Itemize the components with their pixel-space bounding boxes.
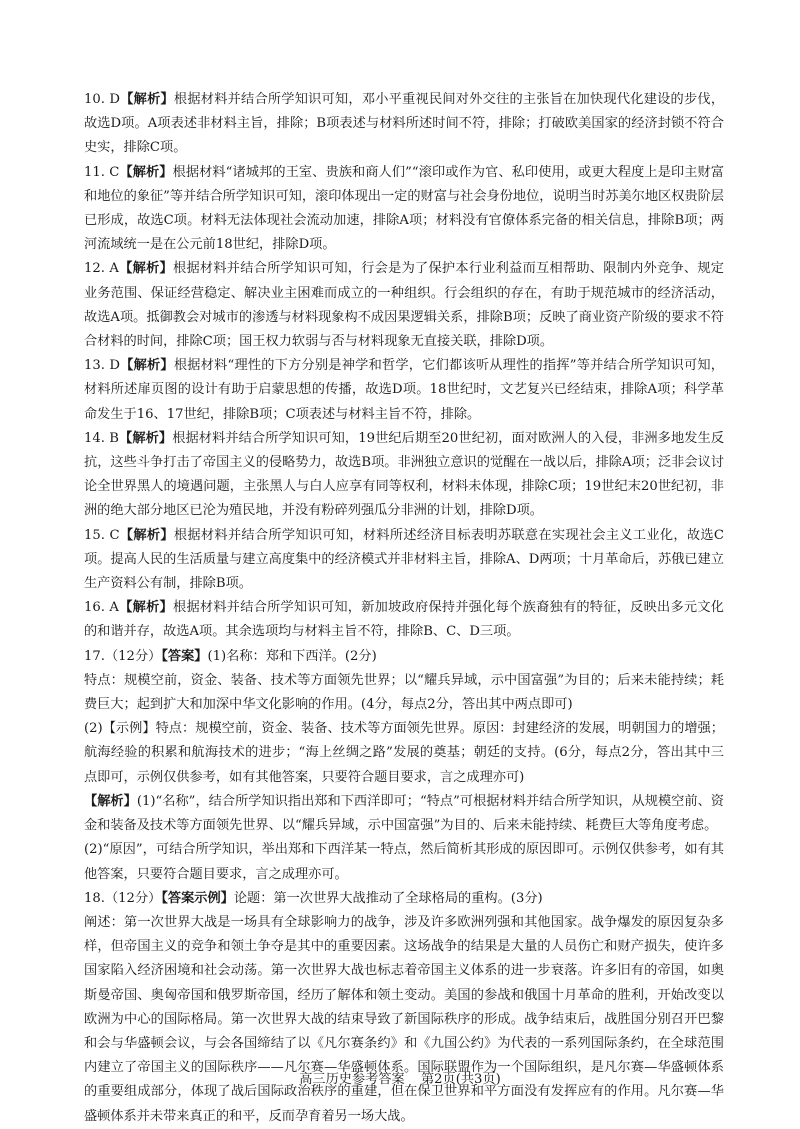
question-number: 15. C [84,527,120,543]
answer-18-thesis: 论题：第一次世界大战推动了全球格局的重构。(3分) [233,890,543,906]
answer-12 [84,257,724,354]
analysis-tag: 【解析】 [119,164,173,180]
answer-17-analysis-2: (2)“原因”，可结合所学知识，举出郑和下西洋某一特点，然后简析其形成的原因即可。示例仅供参考，如有其他答案，只要符合题目要求，言之成理亦可。 [84,842,724,882]
analysis-text: 根据材料并结合所学知识可知，行会是为了保护本行业利益而互相帮助、限制内外竞争、规定业务范围、保证经营稳定、解决业主困难而成立的一种组织。行会组织的存在，有助于规范城市的经济活动，故选A项。抵御教会对城市的渗透与材料现象构不成因果逻辑关系，排除B项；反映了商业资产阶级的要求不符合材料的时间，排除C项；国王权力软弱与否与材料现象无直接关联，排除D项。 [84,261,724,350]
question-number: 14. B [84,430,119,446]
answer-11 [84,161,724,258]
analysis-tag: 【解析】 [119,358,174,374]
analysis-tag: 【解析】 [119,527,174,543]
answer-tag: 【答案示例】 [161,890,234,906]
analysis-text: 根据材料并结合所学知识可知，新加坡政府保持并强化每个族裔独有的特征，反映出多元文化的和谐并存，故选A项。其余选项均与材料主旨不符，排除B、C、D三项。 [84,600,724,640]
question-number: 10. D [84,92,120,107]
analysis-text: 根据材料并结合所学知识可知，19世纪后期至20世纪初，面对欧洲人的入侵，非洲多地发生反抗，这些斗争打击了帝国主义的侵略势力，故选B项。非洲独立意识的觉醒在一战以后，排除A项；泛非会议讨论全世界黑人的境遇问题，主张黑人与白人应享有同等权利，材料未体现，排除C项；19世纪末20世纪初，非洲的绝大部分地区已沦为殖民地，并没有粉碎列强瓜分非洲的计划，排除D项。 [84,430,725,519]
analysis-text: 根据材料“诸城邦的王室、贵族和商人们”“滚印或作为官、私印使用，或更大程度上是印主财富和地位的象征”等并结合所学知识可知，滚印体现出一定的财富与社会身份地位，说明当时苏美尔地区权贵阶层已形成，故选C项。材料无法体现社会流动加速，排除A项；材料没有官僚体系完备的相关信息，排除B项；两河流域统一是在公元前18世纪，排除D项。 [84,164,724,253]
analysis-tag: 【解析】 [119,92,174,107]
page-footer [0,1068,800,1087]
analysis-tag: 【解析】 [84,793,137,809]
question-number: 17.（12分） [84,648,162,664]
question-number: 12. A [84,261,119,277]
answer-18-essay: 阐述：第一次世界大战是一场具有全球影响力的战争，涉及许多欧洲列强和其他国家。战争爆发的原因复杂多样，但帝国主义的竞争和领土争夺是其中的重要因素。这场战争的结果是大量的人员伤亡和财产损失，使许多国家陷入经济困境和社会动荡。第一次世界大战也标志着帝国主义体系的进一步衰落。许多旧有的帝国，如奥斯曼帝国、奥匈帝国和俄罗斯帝国，经历了解体和领土变动。美国的参战和俄国十月革命的胜利，开始改变以欧洲为中心的国际格局。第一次世界大战的结束导致了新国际秩序的形成。战争结束后，战胜国分别召开巴黎和会与华盛顿会议，与会各国缔结了以《凡尔赛条约》和《九国公约》为代表的一系列国际条约，在全球范围内建立了帝国主义的国际秩序——凡尔赛—华盛顿体系。国际联盟作为一个国际组织，是凡尔赛—华盛顿体系的重要组成部分，体现了战后国际政治秩序的重建，但在保卫世界和平方面没有发挥应有的作用。凡尔赛—华盛顿体系并未带来真正的和平，反而孕育着另一场大战。 [84,914,724,1124]
answer-17-features: 特点：规模空前，资金、装备、技术等方面领先世界；以“耀兵异域，示中国富强”为目的；后来未能持续；耗费巨大；起到扩大和加深中华文化影响的作用。(4分，每点2分，答出其中两点即可) [84,672,724,713]
answer-18-header [84,887,724,911]
analysis-text: (1)“名称”，结合所学知识指出郑和下西洋即可；“特点”可根据材料并结合所学知识，从规模空前、资金和装备及技术等方面领先世界、以“耀兵异域，示中国富强”为目的、后来未能持续、耗费巨大等角度考虑。 [84,793,724,834]
answer-13 [84,354,724,427]
answer-16 [84,596,724,644]
analysis-text: 根据材料并结合所学知识可知，材料所述经济目标表明苏联意在实现社会主义工业化，故选C项。提高人民的生活质量与建立高度集中的经济模式并非材料主旨，排除A、D两项；十月革命后，苏俄已建立生产资料公有制，排除B项。 [84,527,725,592]
answer-10 [84,88,724,161]
analysis-tag: 【解析】 [118,600,173,616]
question-number: 16. A [84,600,119,616]
answer-15 [84,524,724,597]
answer-17-analysis [84,790,724,838]
answer-17-header [84,645,724,669]
analysis-text: 根据材料并结合所学知识可知，邓小平重视民间对外交往的主张旨在加快现代化建设的步伐，故选D项。A项表述非材料主旨，排除；B项表述与材料所述时间不符，排除；打破欧美国家的经济封锁不符合史实，排除C项。 [84,92,725,156]
answer-17-part2: (2)【示例】特点：规模空前，资金、装备、技术等方面领先世界。原因：封建经济的发展，明朝国力的增强；航海经验的积累和航海技术的进步；“海上丝绸之路”发展的奠基；朝廷的支持。(6分，每点2分，答出其中三点即可，示例仅供参考，如有其他答案，只要符合题目要求，言之成理亦可) [84,721,724,785]
footer-page-number: 第2页(共3页) [420,1072,501,1087]
answer-content [84,88,724,1129]
footer-subject: 高三历史参考答案 [299,1072,405,1087]
analysis-text: 根据材料“理性的下方分别是神学和哲学，它们都该听从理性的指挥”等并结合所学知识可知，材料所述扉页图的设计有助于启蒙思想的传播，故选D项。18世纪时，文艺复兴已经结束，排除A项；科学革命发生于16、17世纪，排除B项；C项表述与材料主旨不符，排除。 [84,358,724,422]
question-number: 13. D [84,358,120,374]
analysis-tag: 【解析】 [118,261,173,277]
answer-tag: 【答案】 [161,648,208,664]
question-number: 11. C [84,164,120,180]
analysis-tag: 【解析】 [118,430,173,446]
question-number: 18.（12分） [84,890,162,906]
answer-17-part1: (1)名称：郑和下西洋。(2分) [207,648,377,664]
answer-14 [84,427,724,524]
